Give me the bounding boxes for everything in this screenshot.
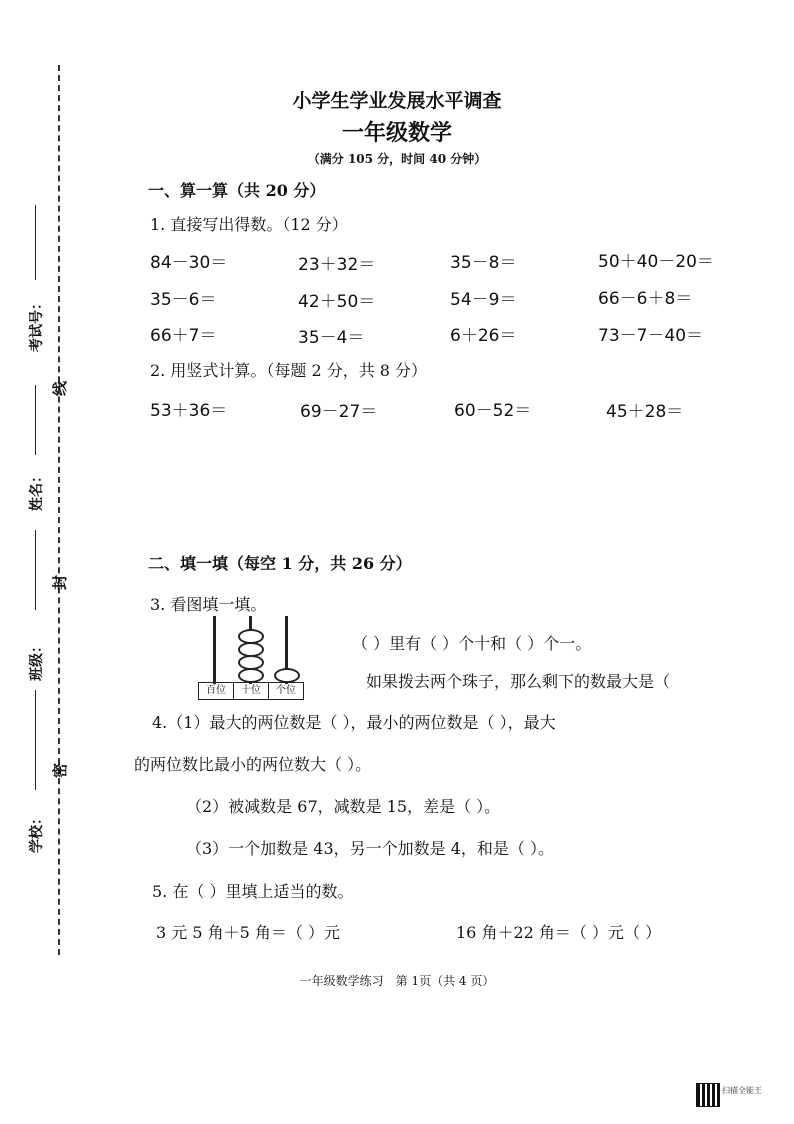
subject-title: 一年级数学 <box>341 120 452 146</box>
q4-line3: （2）被减数是 67，减数是 15，差是（ ）。 <box>186 797 501 816</box>
abacus-base <box>198 682 304 700</box>
calc-item: 50＋40－20＝ <box>598 252 714 272</box>
abacus-bead <box>238 642 264 657</box>
calc-item: 54－9＝ <box>450 290 517 310</box>
page-footer: 一年级数学练习 第 1页（共 4 页） <box>299 974 495 988</box>
q3-line1: （ ）里有（ ）个十和（ ）个一。 <box>352 634 592 653</box>
calc-item: 23＋32＝ <box>298 255 376 275</box>
binding-dashed-line <box>58 65 60 955</box>
calc-item: 6＋26＝ <box>450 326 517 346</box>
q5-label: 5. 在（ ）里填上适当的数。 <box>152 882 354 901</box>
calc-item: 66＋7＝ <box>150 326 217 346</box>
exam-number-label: 考试号： <box>29 296 45 352</box>
class-field[interactable] <box>35 530 36 610</box>
exam-title: 小学生学业发展水平调查 <box>292 90 502 112</box>
q2-label: 2. 用竖式计算。（每题 2 分，共 8 分） <box>150 361 428 380</box>
q4-line4: （3）一个加数是 43，另一个加数是 4，和是（ ）。 <box>186 839 554 858</box>
seal-character-line: 线 <box>51 380 70 397</box>
abacus-label-ones: 个位 <box>276 685 296 696</box>
abacus-label-tens: 十位 <box>234 683 269 699</box>
section1-heading: 一、算一算（共 20 分） <box>148 181 326 200</box>
scanner-watermark: 扫描全能王 <box>722 1086 762 1095</box>
calc-item: 73－7－40＝ <box>598 326 704 346</box>
q3-label: 3. 看图填一填。 <box>150 595 267 614</box>
abacus-rod-hundreds <box>213 616 216 684</box>
seal-character-seal: 封 <box>51 574 70 591</box>
q5-item-2: 16 角＋22 角＝（ ）元（ ） <box>456 923 662 942</box>
abacus-bead <box>238 668 264 683</box>
school-label: 学校： <box>29 811 45 853</box>
calc-item: 35－4＝ <box>298 328 365 348</box>
abacus-bead <box>238 655 264 670</box>
qr-code-icon <box>696 1083 720 1107</box>
abacus-bead <box>274 668 300 683</box>
q4-line2: 的两位数比最小的两位数大（ ）。 <box>134 755 372 774</box>
q4-line1: 4.（1）最大的两位数是（ ），最小的两位数是（ ），最大 <box>152 713 556 732</box>
calc-item: 35－8＝ <box>450 253 517 273</box>
name-label: 姓名： <box>29 469 45 511</box>
seal-character-secret: 密 <box>51 762 70 779</box>
calc-item: 66－6＋8＝ <box>598 289 693 309</box>
calc-item: 35－6＝ <box>150 290 217 310</box>
calc-item: 84－30＝ <box>150 253 228 273</box>
section2-heading: 二、填一填（每空 1 分，共 26 分） <box>148 554 412 573</box>
abacus-bead <box>238 629 264 644</box>
abacus-figure <box>198 614 306 702</box>
school-field[interactable] <box>35 690 36 790</box>
q3-line2: 如果拨去两个珠子，那么剩下的数最大是（ <box>366 672 671 691</box>
name-field[interactable] <box>35 385 36 455</box>
vertical-calc-item: 69－27＝ <box>300 402 378 422</box>
vertical-calc-item: 60－52＝ <box>454 401 532 421</box>
class-label: 班级： <box>29 639 45 681</box>
calc-item: 42＋50＝ <box>298 292 376 312</box>
q5-item-1: 3 元 5 角＋5 角＝（ ）元 <box>156 923 340 942</box>
vertical-calc-item: 53＋36＝ <box>150 401 228 421</box>
abacus-label-hundreds: 百位 <box>199 683 234 699</box>
exam-subtitle: （满分 105 分，时间 40 分钟） <box>307 152 487 166</box>
q1-label: 1. 直接写出得数。（12 分） <box>150 215 348 234</box>
exam-number-field[interactable] <box>35 205 36 280</box>
vertical-calc-item: 45＋28＝ <box>606 402 684 422</box>
